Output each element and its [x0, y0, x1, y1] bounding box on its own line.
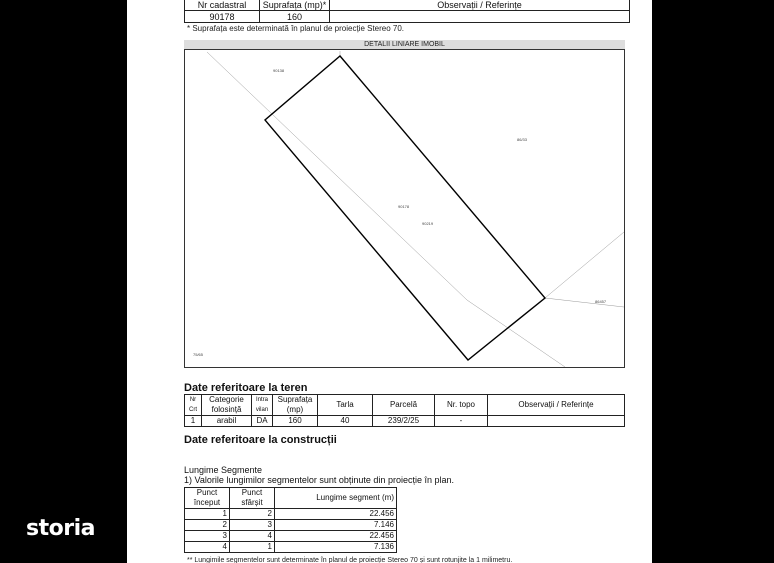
label-center-sub: 90219 — [422, 221, 434, 226]
segment-end: 1 — [230, 542, 275, 553]
teren-table — [184, 394, 625, 427]
teren-header-tarla: Tarla — [318, 395, 373, 416]
teren-cell-observatii — [488, 416, 625, 427]
header-observatii: Observații / Referințe — [330, 0, 630, 11]
segment-start: 1 — [185, 509, 230, 520]
segments-footnote: ** Lungimile segmentelor sunt determinate în planul de proiecție Stereo 70 și sunt rotunjite la 1 milimetru. — [187, 557, 513, 563]
stereo-note: * Suprafața este determinată în planul de proiecție Stereo 70. — [187, 24, 405, 33]
segment-end: 2 — [230, 509, 275, 520]
segment-row — [185, 509, 397, 520]
segments-table — [184, 487, 397, 553]
label-center-parcel: 90178 — [398, 204, 410, 209]
teren-header-nrtopo: Nr. topo — [435, 395, 488, 416]
document-page — [127, 0, 652, 563]
header-suprafata: Suprafața (mp)* — [260, 0, 330, 11]
teren-heading: Date referitoare la teren — [184, 382, 308, 394]
label-bottom-left: 75/65 — [193, 352, 204, 357]
teren-cell-categorie: arabil — [202, 416, 252, 427]
segment-length: 22.456 — [275, 531, 397, 542]
constructii-heading: Date referitoare la construcții — [184, 434, 337, 446]
parcel-plan-drawing — [185, 50, 624, 367]
teren-cell-suprafata: 160 — [273, 416, 318, 427]
segment-length: 22.456 — [275, 509, 397, 520]
segment-length: 7.146 — [275, 520, 397, 531]
parcel-plan — [184, 49, 625, 368]
segments-header-start: Punct început — [185, 488, 230, 509]
neighbor-boundary-line — [545, 232, 624, 298]
cell-nr-cadastral: 90178 — [185, 11, 260, 23]
teren-cell-nrtopo: - — [435, 416, 488, 427]
neighbor-boundary-line — [207, 52, 467, 300]
cell-suprafata: 160 — [260, 11, 330, 23]
label-right-parcel: 86/33 — [517, 137, 528, 142]
segment-length: 7.136 — [275, 542, 397, 553]
label-right-low: 86457 — [595, 299, 607, 304]
segment-row — [185, 542, 397, 553]
label-top-parcel: 90138 — [273, 68, 285, 73]
segment-row — [185, 531, 397, 542]
storia-logo: storia — [26, 516, 95, 541]
segment-start: 2 — [185, 520, 230, 531]
teren-header-categorie: Categorie folosință — [202, 395, 252, 416]
header-nr-cadastral: Nr cadastral — [185, 0, 260, 11]
segments-title: Lungime Segmente — [184, 465, 263, 475]
teren-cell-nr: 1 — [185, 416, 202, 427]
segment-end: 4 — [230, 531, 275, 542]
teren-cell-parcela: 239/2/25 — [373, 416, 435, 427]
teren-header-intravilan: Intra vilan — [252, 395, 273, 416]
neighbor-boundary-line — [467, 300, 565, 367]
segment-start: 3 — [185, 531, 230, 542]
teren-header-nr: Nr Crt — [185, 395, 202, 416]
plan-title: DETALII LINIARE IMOBIL — [184, 40, 625, 49]
segment-row — [185, 520, 397, 531]
cell-observatii — [330, 11, 630, 23]
teren-header-observatii: Observații / Referințe — [488, 395, 625, 416]
segments-header-length: Lungime segment (m) — [275, 488, 397, 509]
cadastral-table — [184, 0, 630, 23]
segments-subtitle: 1) Valorile lungimilor segmentelor sunt obținute din proiecție în plan. — [184, 475, 454, 485]
teren-header-parcela: Parcelă — [373, 395, 435, 416]
teren-cell-intravilan: DA — [252, 416, 273, 427]
teren-header-suprafata: Suprafața (mp) — [273, 395, 318, 416]
teren-cell-tarla: 40 — [318, 416, 373, 427]
segment-end: 3 — [230, 520, 275, 531]
segments-header-end: Punct sfârșit — [230, 488, 275, 509]
neighbor-boundary-line — [545, 298, 624, 307]
segment-start: 4 — [185, 542, 230, 553]
